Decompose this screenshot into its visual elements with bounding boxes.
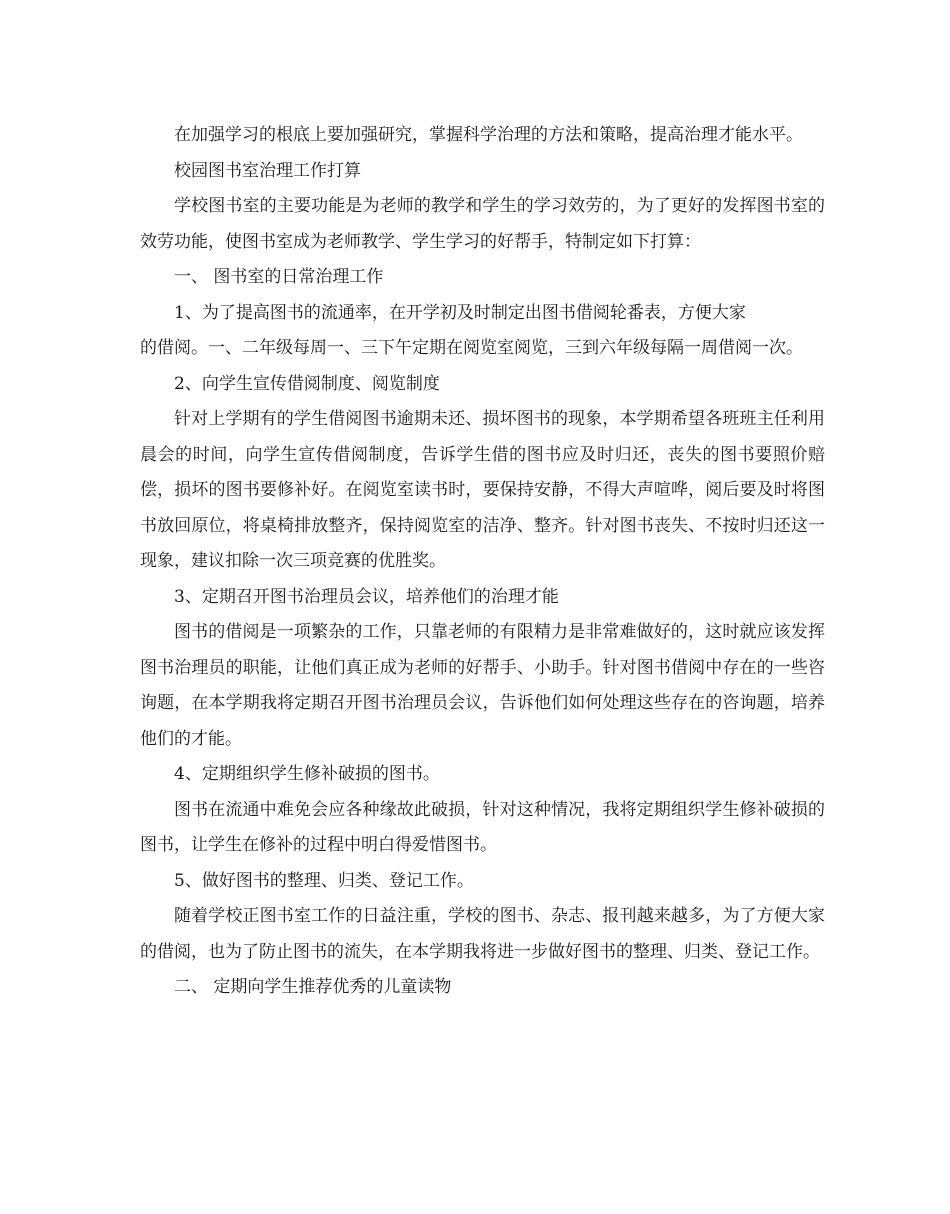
paragraph-item-1-cont: 的借阅。一、二年级每周一、三下午定期在阅览室阅览，三到六年级每隔一周借阅一次。 bbox=[140, 338, 803, 358]
heading-item-5: 5、做好图书的整理、归类、登记工作。 bbox=[174, 870, 474, 891]
paragraph-item-3: 图书的借阅是一项繁杂的工作，只靠老师的有限精力是非常难做好的，这时就应该发挥图书治理员的职能，让他们真正成为老师的好帮手、小助手。针对图书借阅中存在的一些咨询题，在本学期我将定期召开图书治理员会议，告诉他们如何处理这些存在的咨询题，培养他们的才能。 bbox=[140, 622, 825, 749]
document-page bbox=[140, 118, 825, 1006]
heading-item-2: 2、向学生宣传借阅制度、阅览制度 bbox=[174, 373, 440, 394]
section-title-library-plan: 校园图书室治理工作打算 bbox=[174, 160, 361, 181]
heading-item-1: 1、为了提高图书的流通率，在开学初及时制定出图书借阅轮番表，方便大家 bbox=[174, 302, 746, 323]
heading-part-one: 一、 图书室的日常治理工作 bbox=[174, 267, 384, 287]
paragraph-item-4: 图书在流通中难免会应各种缘故此破损，针对这种情况，我将定期组织学生修补破损的图书，让学生在修补的过程中明白得爱惜图书。 bbox=[140, 799, 825, 855]
heading-item-3: 3、定期召开图书治理员会议，培养他们的治理才能 bbox=[174, 586, 559, 607]
paragraph-intro: 学校图书室的主要功能是为老师的教学和学生的学习效劳的，为了更好的发挥图书室的效劳功能，使图书室成为老师教学、学生学习的好帮手，特制定如下打算： bbox=[140, 196, 825, 252]
paragraph-item-2: 针对上学期有的学生借阅图书逾期未还、损坏图书的现象，本学期希望各班班主任利用晨会的时间，向学生宣传借阅制度，告诉学生借的图书应及时归还，丧失的图书要照价赔偿，损坏的图书要修补好。在阅览室读书时，要保持安静，不得大声喧哗，阅后要及时将图书放回原位，将桌椅排放整齐，保持阅览室的洁净、整齐。针对图书丧失、不按时归还这一现象，建议扣除一次三项竞赛的优胜奖。 bbox=[140, 409, 825, 571]
heading-item-4: 4、定期组织学生修补破损的图书。 bbox=[174, 764, 440, 784]
heading-part-two: 二、 定期向学生推荐优秀的儿童读物 bbox=[174, 977, 452, 997]
paragraph-item-5: 随着学校正图书室工作的日益注重，学校的图书、杂志、报刊越来越多，为了方便大家的借阅，也为了防止图书的流失，在本学期我将进一步做好图书的整理、归类、登记工作。 bbox=[140, 906, 825, 962]
paragraph-research: 在加强学习的根底上要加强研究，掌握科学治理的方法和策略，提高治理才能水平。 bbox=[174, 125, 803, 145]
